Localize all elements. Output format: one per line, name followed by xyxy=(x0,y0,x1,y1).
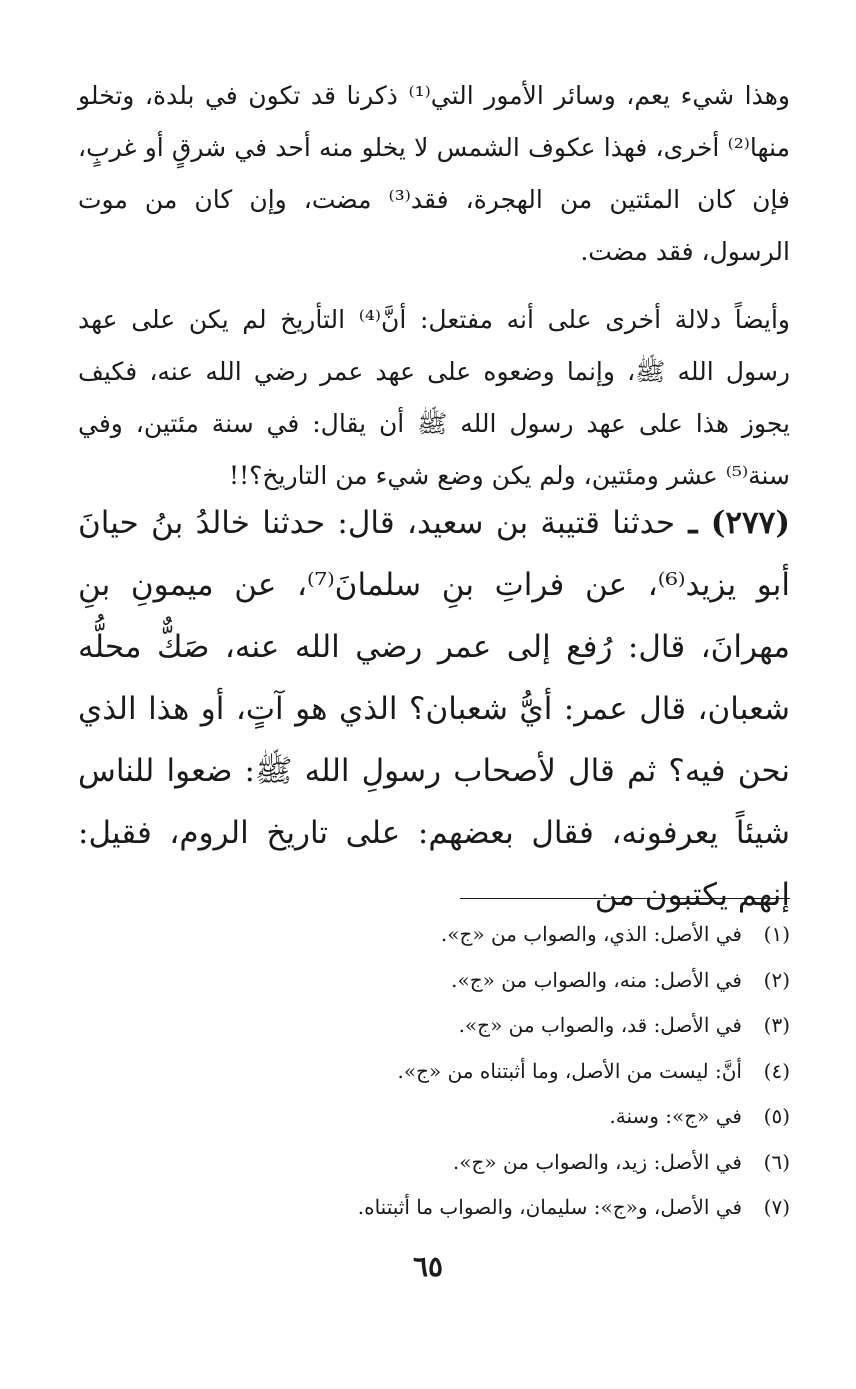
footnote-number: (٥) xyxy=(763,1104,790,1128)
footnote-text: في الأصل، و«ج»: سليمان، والصواب ما أثبتناه. xyxy=(357,1195,742,1219)
footnote-text: في الأصل: منه، والصواب من «ج». xyxy=(451,967,742,992)
main-text xyxy=(78,70,790,502)
footnotes-list xyxy=(78,912,790,1231)
footnote-text: في الأصل: قد، والصواب من «ج». xyxy=(458,1013,742,1037)
paragraph: وأيضاً دلالة أخرى على أنه مفتعل: أنَّ⁽⁴⁾ التأريخ لم يكن على عهد رسول الله ﷺ، وإنما وضعوه على عهد عمر رضي الله عنه، فكيف يجوز هذا على عهد رسول الله ﷺ أن يقال: في سنة مئتين، وفي سنة⁽⁵⁾ عشر ومئتين، ولم يكن وضع شيء من التاريخ؟!! xyxy=(78,305,790,490)
footnote xyxy=(78,1049,790,1095)
footnote xyxy=(78,1094,790,1140)
hadith-paragraph xyxy=(78,492,790,926)
footnote-number: (٣) xyxy=(763,1013,790,1037)
footnote-text: في «ج»: وسنة. xyxy=(609,1104,742,1128)
footnote-text: في الأصل: الذي، والصواب من «ج». xyxy=(440,922,742,946)
footnote-number: (٧) xyxy=(763,1195,790,1219)
footnote-number: (١) xyxy=(763,922,790,946)
footnote-text: في الأصل: زيد، والصواب من «ج». xyxy=(452,1149,742,1174)
footnote xyxy=(78,1140,790,1186)
footnote xyxy=(78,1003,790,1049)
footnote-text: أنَّ: ليست من الأصل، وما أثبتناه من «ج». xyxy=(397,1058,742,1083)
footnote-number: (٦) xyxy=(763,1149,790,1174)
footnote xyxy=(78,912,790,958)
footnote-separator xyxy=(460,898,790,899)
footnote-number: (٢) xyxy=(763,967,790,992)
footnote-number: (٤) xyxy=(763,1058,790,1083)
paragraph: وهذا شيء يعم، وسائر الأمور التي⁽¹⁾ ذكرنا قد تكون في بلدة، وتخلو منها⁽²⁾ أخرى، فهذا عكوف الشمس لا يخلو منه أحد في شرقٍ أو غربٍ، فإن كان المئتين من الهجرة، فقد⁽³⁾ مضت، وإن كان من موت الرسول، فقد مضت. xyxy=(78,81,790,266)
hadith-number: (٢٧٧) ـ xyxy=(688,505,790,541)
hadith-text: حدثنا قتيبة بن سعيد، قال: حدثنا خالدُ بنُ حيانَ أبو يزيد⁽⁶⁾، عن فراتِ بنِ سلمانَ⁽⁷⁾، عن ميمونِ بنِ مهرانَ، قال: رُفع إلى عمر رضي الله عنه، صَكٌّ محلُّه شعبان، قال عمر: أيُّ شعبان؟ الذي هو آتٍ، أو هذا الذي نحن فيه؟ ثم قال لأصحاب رسولِ الله ﷺ: ضعوا للناس شيئاً يعرفونه، فقال بعضهم: على تاريخ الروم، فقيل: إنهم يكتبون من xyxy=(78,505,790,913)
page-number: ٦٥ xyxy=(412,1250,444,1283)
footnote xyxy=(78,1185,790,1231)
footnote xyxy=(78,958,790,1004)
